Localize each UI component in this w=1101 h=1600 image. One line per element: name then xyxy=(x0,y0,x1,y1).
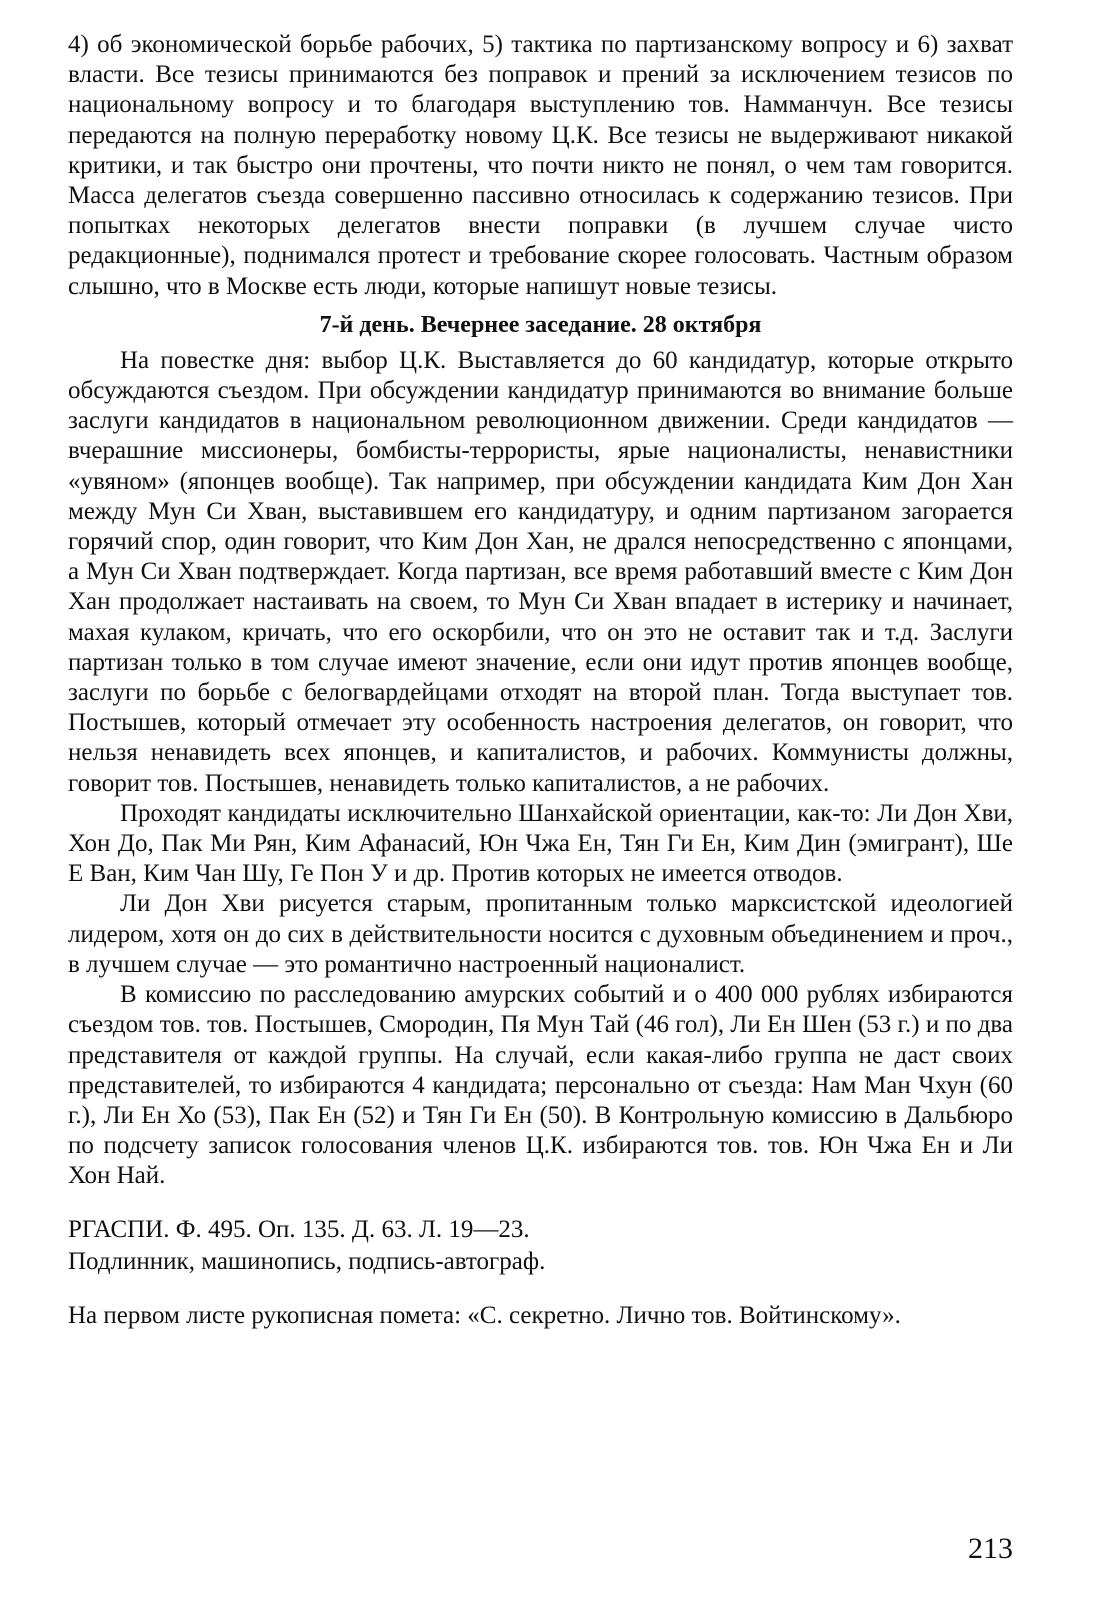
paragraph-cc-election: На повестке дня: выбор Ц.К. Выставляется до 60 кандидатур, которые открыто обсуждаются съездом. При обсуждении кандидатур принимаются во внимание больше заслуги кандидатов в национальном революционном движении. Среди кандидатов — вчерашние миссионеры, бомбисты-террористы, ярые националисты, ненавистники «увяном» (японцев вообще). Так например, при обсуждении кандидата Ким Дон Хан между Мун Си Хван, выставившем его кандидатуру, и одним партизаном загорается горячий спор, один говорит, что Ким Дон Хан, не дрался непосредственно с японцами, а Мун Си Хван подтверждает. Когда партизан, все время работавший вместе с Ким Дон Хан продолжает настаивать на своем, то Мун Си Хван впадает в истерику и начинает, махая кулаком, кричать, что его оскорбили, что он это не оставит так и т.д. Заслуги партизан только в том случае имеют значение, если они идут против японцев вообще, заслуги по борьбе с белогвардейцами отходят на второй план. Тогда выступает тов. Постышев, который отмечает эту особенность настроения делегатов, он говорит, что нельзя ненавидеть всех японцев, и капиталистов, и рабочих. Коммунисты должны, говорит тов. Постышев, ненавидеть только капиталистов, а не рабочих. xyxy=(68,346,1013,797)
section-heading: 7-й день. Вечернее заседание. 28 октября xyxy=(319,311,762,338)
handwritten-note-remark: На первом листе рукописная помета: «С. секретно. Лично тов. Войтинскому». xyxy=(68,1301,901,1329)
source-description: Подлинник, машинопись, подпись-автограф. xyxy=(68,1247,546,1275)
paragraph-li-don-hvi: Ли Дон Хви рисуется старым, пропитанным только марксистской идеологией лидером, хотя он до сих в действительности носится с духовным объединением и проч., в лучшем случае — это романтично настроенный националист. xyxy=(68,890,1013,978)
source-reference: РГАСПИ. Ф. 495. Оп. 135. Д. 63. Л. 19—23. xyxy=(68,1215,530,1243)
archive-source xyxy=(68,1214,1013,1278)
paragraph-commission: В комиссию по расследованию амурских событий и о 400 000 рублях избираются съездом тов. тов. Постышев, Смородин, Пя Мун Тай (46 гол), Ли Ен Шен (53 г.) и по два представителя от каждой группы. На случай, если какая-либо группа не даст своих представителей, то избираются 4 кандидата; персонально от съезда: Нам Ман Чхун (60 г.), Ли Ен Хо (53), Пак Ен (52) и Тян Ги Ен (50). В Контрольную комиссию в Дальбюро по подсчету записок голосования членов Ц.К. избираются тов. тов. Юн Чжа Ен и Ли Хон Най. xyxy=(68,981,1013,1190)
paragraph-tezisy: 4) об экономической борьбе рабочих, 5) тактика по партизанскому вопросу и 6) захват власти. Все тезисы принимаются без поправок и прений за исключением тезисов по национальному вопросу и то благодаря выступлению тов. Намманчун. Все тезисы передаются на полную переработку новому Ц.К. Все тезисы не выдерживают никакой критики, и так быстро они прочтены, что почти никто не понял, о чем там говорится. Масса делегатов съезда совершенно пассивно относилась к содержанию тезисов. При попытках некоторых делегатов внести поправки (в лучшем случае чисто редакционные), поднимался протест и требование скорее голосовать. Частным образом слышно, что в Москве есть люди, которые напишут новые тезисы. xyxy=(68,31,1013,300)
paragraph-candidates: Проходят кандидаты исключительно Шанхайской ориентации, как-то: Ли Дон Хви, Хон До, Пак Ми Рян, Ким Афанасий, Юн Чжа Ен, Тян Ги Ен, Ким Дин (эмигрант), Ше Е Ван, Ким Чан Шу, Ге Пон У и др. Против которых не имеется отводов. xyxy=(68,799,1013,888)
page-number: 213 xyxy=(968,1532,1013,1565)
document-page xyxy=(68,30,1013,1332)
